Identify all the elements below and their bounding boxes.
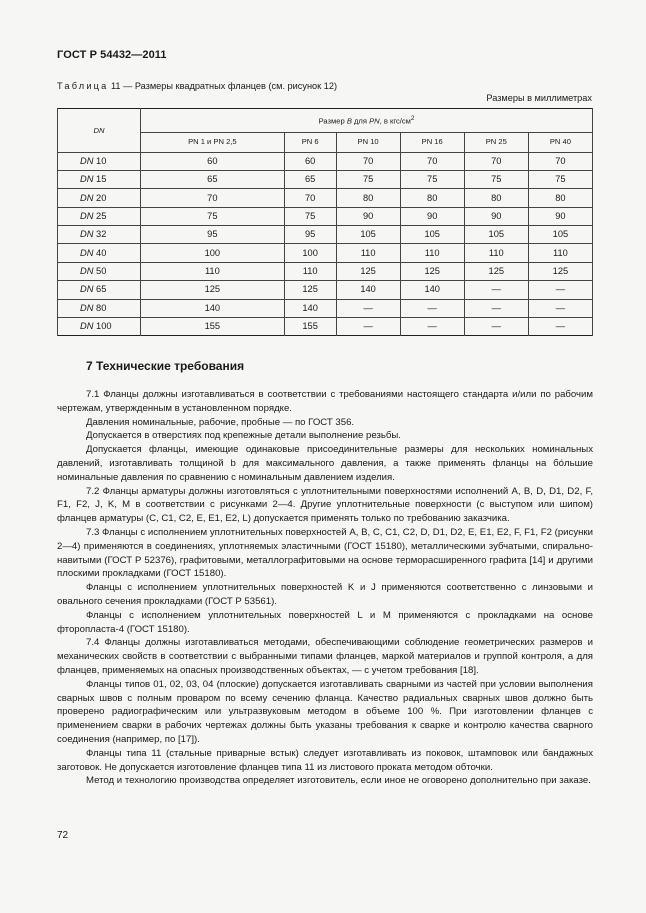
dn-cell: DN 100: [58, 318, 141, 336]
body-text: [57, 388, 593, 788]
size-cell: 80: [400, 189, 464, 207]
size-cell: 75: [336, 170, 400, 188]
paragraph: Фланцы типа 11 (стальные приварные встык) следует изготавливать из поковок, штамповок или бандажных заготовок. Не допускается изготовление фланцев типа 11 из листового проката методом обточки.: [57, 747, 593, 773]
size-cell: 110: [464, 244, 528, 262]
size-cell: —: [528, 281, 592, 299]
size-cell: 105: [400, 226, 464, 244]
table-caption-text: 11 — Размеры квадратных фланцев (см. рисунок 12): [108, 81, 338, 91]
size-cell: 65: [284, 170, 336, 188]
size-cell: 125: [464, 262, 528, 280]
size-cell: 70: [464, 152, 528, 170]
paragraph: 7.3 Фланцы с исполнением уплотнительных поверхностей A, B, C, C1, C2, D, D1, D2, E, E1, E2, F, F1, F2 (рисунки 2—4) применяются в соединениях, уплотняемых эластичными (ГОСТ 15180), металлическими зубчатыми, спирально-навитыми (ГОСТ Р 52376), графитовыми, металлографитовыми на основе терморасширенного графита [14] и другими плоскими прокладками (ГОСТ 15180).: [57, 526, 593, 580]
size-cell: 125: [336, 262, 400, 280]
dn-column-header: DN: [58, 109, 141, 153]
size-cell: 140: [336, 281, 400, 299]
table-row: [58, 281, 593, 299]
size-cell: —: [336, 299, 400, 317]
page-number: 72: [57, 830, 69, 841]
table-units: Размеры в миллиметрах: [486, 93, 592, 103]
size-cell: —: [464, 318, 528, 336]
dn-cell: DN 32: [58, 226, 141, 244]
dn-cell: DN 25: [58, 207, 141, 225]
dn-cell: DN 20: [58, 189, 141, 207]
size-cell: 80: [336, 189, 400, 207]
size-cell: —: [528, 318, 592, 336]
flange-size-table: [57, 108, 593, 336]
size-cell: 90: [336, 207, 400, 225]
size-cell: 110: [284, 262, 336, 280]
paragraph: 7.4 Фланцы должны изготавливаться методами, обеспечивающими соблюдение геометрических размеров и механических свойств в соответствии с выбранными типами фланцев, маркой материалов и группой контроля, а для фланцев, применяемых на опасных производственных объектах, — с учетом требования [18].: [57, 637, 593, 676]
size-cell: 60: [284, 152, 336, 170]
paragraph: Метод и технологию производства определяет изготовитель, если иное не оговорено дополнительно при заказе.: [86, 775, 591, 787]
dn-cell: DN 65: [58, 281, 141, 299]
dn-cell: DN 15: [58, 170, 141, 188]
size-cell: 125: [400, 262, 464, 280]
size-cell: 75: [141, 207, 285, 225]
table-row: [58, 299, 593, 317]
size-cell: 70: [336, 152, 400, 170]
size-cell: 125: [284, 281, 336, 299]
size-cell: 70: [528, 152, 592, 170]
size-cell: 105: [336, 226, 400, 244]
size-group-header: Размер B для PN, в кгс/$см^2$: [141, 109, 593, 133]
table-row: [58, 226, 593, 244]
table-row: [58, 262, 593, 280]
size-cell: —: [336, 318, 400, 336]
table-row: [58, 152, 593, 170]
pn-column-header: PN 16: [400, 132, 464, 152]
table-row: [58, 244, 593, 262]
size-cell: 140: [141, 299, 285, 317]
paragraph: Фланцы с исполнением уплотнительных поверхностей L и M применяются с прокладками на основе фторопласта-4 (ГОСТ 15180).: [57, 609, 593, 635]
size-cell: 95: [284, 226, 336, 244]
size-cell: 65: [141, 170, 285, 188]
paragraph: Допускается в отверстиях под крепежные детали выполнение резьбы.: [86, 430, 401, 442]
table-caption-word: Таблица: [57, 81, 109, 91]
size-cell: 155: [284, 318, 336, 336]
table-row: [58, 207, 593, 225]
section-title: 7 Технические требования: [86, 359, 245, 373]
table-row: [58, 170, 593, 188]
pn-column-header: PN 40: [528, 132, 592, 152]
paragraph: 7.2 Фланцы арматуры должны изготовляться с уплотнительными поверхностями исполнений A, B, D, D1, D2, F, F1, F2, J, K, M в соответствии с рисунками 2—4. Другие уплотнительные поверхности (с выступом или шипом) фланцев арматуры (C, C1, C2, E, E1, E2, L) допускается применять только по требованию заказчика.: [57, 485, 593, 525]
size-cell: 125: [528, 262, 592, 280]
size-cell: 90: [464, 207, 528, 225]
size-cell: 105: [464, 226, 528, 244]
size-cell: 110: [141, 262, 285, 280]
pn-column-header: PN 6: [284, 132, 336, 152]
size-cell: —: [528, 299, 592, 317]
size-cell: 140: [284, 299, 336, 317]
table-row: [58, 189, 593, 207]
size-cell: —: [400, 299, 464, 317]
dn-cell: DN 40: [58, 244, 141, 262]
size-cell: 70: [141, 189, 285, 207]
size-cell: —: [464, 281, 528, 299]
document-header: ГОСТ Р 54432—2011: [57, 49, 167, 61]
dn-cell: DN 80: [58, 299, 141, 317]
size-cell: 110: [336, 244, 400, 262]
size-cell: 110: [528, 244, 592, 262]
paragraph: 7.1 Фланцы должны изготавливаться в соответствии с требованиями настоящего стандарта и/или по рабочим чертежам, утвержденным в установленном порядке.: [57, 389, 593, 414]
size-cell: 75: [528, 170, 592, 188]
size-cell: 75: [400, 170, 464, 188]
pn-column-header: PN 25: [464, 132, 528, 152]
paragraph: Фланцы с исполнением уплотнительных поверхностей K и J применяются соответственно с линзовыми и овального сечения прокладками (ГОСТ Р 53561).: [57, 582, 593, 607]
dn-cell: DN 50: [58, 262, 141, 280]
dn-cell: DN 10: [58, 152, 141, 170]
size-cell: 90: [528, 207, 592, 225]
size-cell: —: [464, 299, 528, 317]
size-cell: 75: [464, 170, 528, 188]
paragraph: Фланцы типов 01, 02, 03, 04 (плоские) допускается изготавливать сварными из частей при условии выполнения сварных швов с полным проваром по всему сечению фланца. Качество радиальных сварных швов должно быть проверено радиографическим или ультразвуковым методом в объеме 100 %. При изготовлении фланцев с применением сварки в рабочих чертежах должны быть указаны требования к сварке и контролю качества сварного соединения (например, по [17]).: [57, 678, 593, 745]
size-cell: 80: [464, 189, 528, 207]
paragraph: Давления номинальные, рабочие, пробные — по ГОСТ 356.: [86, 416, 355, 428]
size-cell: 75: [284, 207, 336, 225]
size-cell: —: [400, 318, 464, 336]
size-cell: 60: [141, 152, 285, 170]
size-cell: 110: [400, 244, 464, 262]
table-caption: [57, 81, 337, 91]
pn-column-header: PN 1 и PN 2,5: [141, 132, 285, 152]
size-cell: 100: [284, 244, 336, 262]
paragraph: Допускается фланцы, имеющие одинаковые присоединительные размеры для нескольких номинальных давлений, изготавливать толщиной b для максимального давления, а также применять фланцы на бóльшие номинальные давления по сравнению с номинальным давлением изделия.: [57, 444, 593, 483]
size-cell: 95: [141, 226, 285, 244]
size-cell: 125: [141, 281, 285, 299]
size-cell: 70: [400, 152, 464, 170]
size-cell: 80: [528, 189, 592, 207]
table-header-row: [58, 109, 593, 133]
size-cell: 100: [141, 244, 285, 262]
size-cell: 70: [284, 189, 336, 207]
size-cell: 105: [528, 226, 592, 244]
size-cell: 90: [400, 207, 464, 225]
table-row: [58, 318, 593, 336]
table-body: [58, 152, 593, 336]
size-cell: 140: [400, 281, 464, 299]
pn-column-header: PN 10: [336, 132, 400, 152]
size-cell: 155: [141, 318, 285, 336]
